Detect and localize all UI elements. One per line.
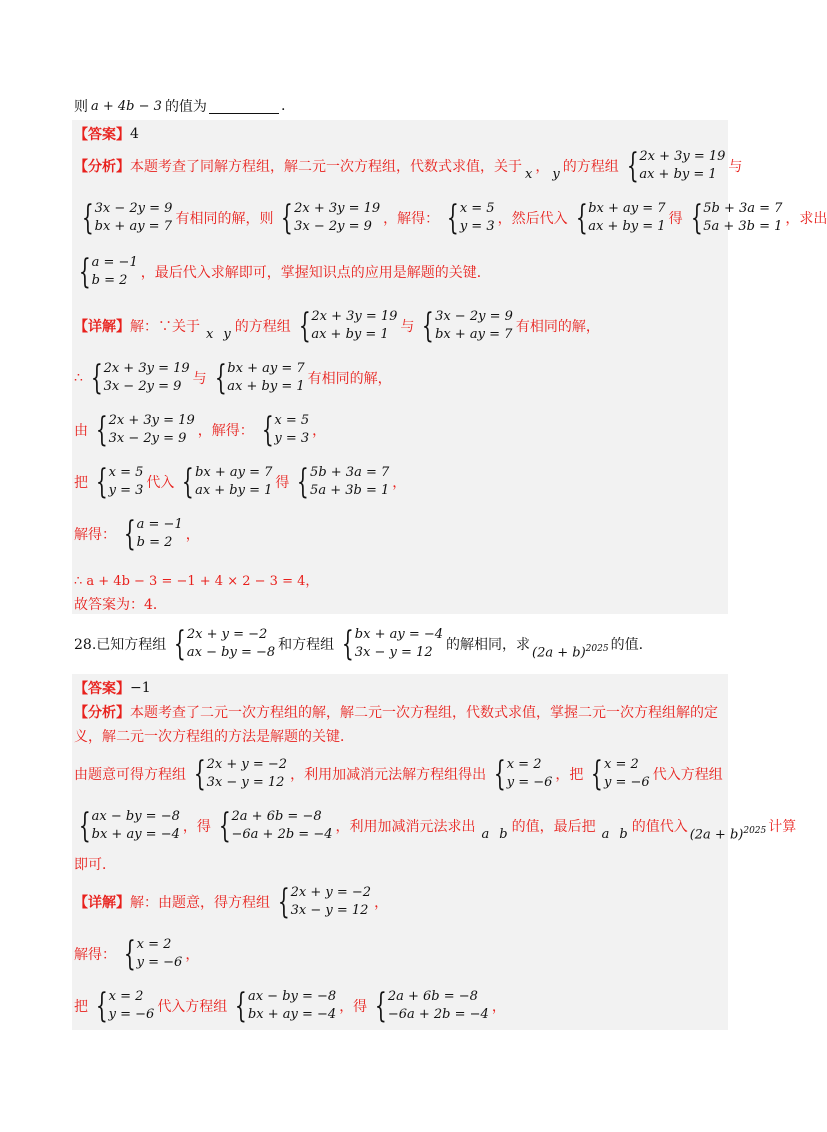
equation-stack [507, 756, 553, 792]
equation: 5a + 3b = 1 [310, 483, 390, 498]
brace-symbol: { [261, 410, 274, 450]
text: ，然后代入 [497, 211, 568, 227]
brace-symbol: { [493, 754, 506, 794]
detail-line-28-1 [74, 884, 388, 920]
text: ，利用加减消元法求出 [335, 819, 476, 835]
brace-symbol: { [95, 986, 108, 1026]
analysis-tag: 【分析】 [74, 705, 130, 721]
equation-system [273, 884, 371, 920]
equation-stack [311, 308, 397, 344]
equation-stack [137, 516, 183, 552]
equation: 3x − 2y = 9 [435, 309, 513, 324]
equation: y = −6 [604, 775, 650, 790]
equation-system [417, 308, 512, 344]
text: 代入方程组 [157, 999, 228, 1015]
equation: 2x + 3y = 19 [311, 309, 398, 324]
equation-system [210, 360, 305, 396]
answer-value: −1 [130, 680, 151, 696]
brace-symbol: { [277, 882, 290, 922]
equation: bx + ay = 7 [94, 219, 172, 234]
equation-system [370, 988, 489, 1024]
brace-symbol: { [447, 198, 459, 238]
text: 把 [74, 999, 88, 1015]
answer-tag: 【答案】 [74, 681, 130, 697]
analysis-tag: 【分析】 [74, 159, 130, 175]
brace-symbol: { [422, 306, 435, 346]
equation: 2x + 3y = 19 [294, 201, 381, 216]
text: 的值代入 [631, 819, 688, 835]
equation: x = 2 [108, 989, 144, 1004]
equation-stack [232, 808, 333, 844]
text: 义，解二元一次方程组的方法是解题的关键． [74, 729, 354, 745]
question-text: 28.已知方程组 [74, 637, 167, 653]
equation: x = 2 [506, 757, 542, 772]
equation: ax + by = 1 [227, 379, 305, 394]
text: ， [312, 423, 327, 439]
text: ， [374, 895, 389, 911]
brace-symbol: { [690, 198, 703, 238]
text: ，得 [339, 999, 368, 1015]
analysis-line-28-2 [74, 726, 354, 746]
equation: 3x − 2y = 9 [103, 379, 182, 394]
equation-system [91, 412, 195, 448]
solution-system [489, 756, 552, 792]
equation: x = 5 [108, 465, 144, 480]
equation-system [337, 626, 443, 662]
brace-symbol: { [342, 624, 354, 664]
brace-symbol: { [297, 462, 310, 502]
question-28 [74, 626, 643, 662]
text: 有相同的解， [307, 371, 392, 387]
equation-system [686, 200, 783, 236]
text: ，最后代入求解即可，掌握知识点的应用是解题的关键． [140, 265, 491, 281]
brace-symbol: { [591, 754, 604, 794]
equation: −6a + 2b = −4 [231, 827, 333, 842]
brace-symbol: { [123, 934, 136, 974]
q27-tail-line [74, 96, 285, 116]
equation-stack [703, 200, 782, 236]
text: 则 [74, 99, 88, 115]
equation: ax + by = 1 [311, 327, 389, 342]
text: 解得： [74, 527, 116, 543]
text: ，得 [182, 819, 211, 835]
var-y: y [552, 166, 560, 182]
equation: ax + by = 1 [588, 219, 666, 234]
brace-symbol: { [281, 198, 294, 238]
equation-system [276, 200, 380, 236]
brace-symbol: { [182, 462, 195, 502]
equation: 5a + 3b = 1 [703, 219, 783, 234]
answer-tag: 【答案】 [74, 127, 130, 143]
analysis-line-28-4 [74, 808, 796, 844]
solution-system [119, 516, 183, 552]
brace-symbol: { [626, 146, 639, 186]
equation: 2x + 3y = 19 [103, 361, 190, 376]
text: 4． [144, 597, 167, 613]
brace-symbol: { [235, 986, 248, 1026]
var-b: b [499, 826, 508, 842]
equation-system [74, 808, 180, 844]
equation-system [169, 626, 275, 662]
equation-system [77, 200, 172, 236]
equation: x = 2 [604, 757, 639, 772]
var-x: x [525, 166, 533, 182]
solution-system [91, 464, 143, 500]
equation-system [214, 808, 333, 844]
detail-tag: 【详解】 [74, 895, 130, 911]
equation-stack [187, 626, 275, 662]
equation-stack [195, 464, 272, 500]
analysis-line-27-1 [74, 148, 742, 184]
solution-system [74, 254, 138, 290]
text: ，求出 [785, 211, 827, 227]
equation-system [294, 308, 398, 344]
equation-stack [294, 200, 380, 236]
text: ， [535, 159, 550, 175]
text: 的值. [610, 637, 644, 653]
text: 有相同的解，则 [175, 211, 274, 227]
text: 得 [668, 211, 683, 227]
power-expr [690, 826, 767, 842]
equation: a = −1 [136, 517, 183, 532]
equation: 2x + y = −2 [186, 627, 268, 642]
equation: 3x − 2y = 9 [94, 201, 173, 216]
equation: 2x + y = −2 [206, 757, 288, 772]
text: 故答案为： [74, 597, 144, 613]
text: 与 [400, 319, 415, 335]
brace-symbol: { [174, 624, 187, 664]
equation: 2x + 3y = 19 [108, 413, 195, 428]
equation: b = 2 [136, 535, 173, 550]
text: ， [392, 475, 407, 491]
equation: y = 3 [459, 219, 495, 234]
equation: 3x − y = 12 [354, 645, 433, 660]
solution-system [586, 756, 649, 792]
base-expr: (2a + b) [532, 645, 586, 661]
equation: ax + by = 1 [195, 483, 273, 498]
equation-stack [639, 148, 725, 184]
analysis-line-27-3 [74, 254, 491, 290]
equation: bx + ay = −4 [247, 1007, 337, 1022]
equation: ax − by = −8 [186, 645, 276, 660]
detail-line-27-6 [74, 570, 318, 589]
equation-stack [95, 200, 173, 236]
detail-line-28-3 [74, 988, 506, 1024]
solution-system [257, 412, 309, 448]
text: 的方程组 [562, 159, 619, 175]
text: 得 [275, 475, 290, 491]
equation-system [230, 988, 336, 1024]
brace-symbol: { [78, 806, 91, 846]
answer-line-27 [74, 124, 139, 144]
equation-stack [248, 988, 336, 1024]
answer-line-28 [74, 678, 151, 698]
equation-stack [355, 626, 443, 662]
text: 有相同的解， [515, 319, 600, 335]
answer-blank [209, 99, 279, 114]
text: ， [185, 947, 200, 963]
equation-system [622, 148, 726, 184]
equation-system [86, 360, 190, 396]
equation: 5b + 3a = 7 [310, 465, 390, 480]
brace-symbol: { [575, 198, 588, 238]
math-expr: a + 4b − 3 [91, 98, 162, 114]
brace-symbol: { [123, 514, 136, 554]
equation: 3x − y = 12 [290, 903, 369, 918]
brace-symbol: { [375, 986, 387, 1026]
equation-stack [291, 884, 371, 920]
brace-symbol: { [81, 198, 94, 238]
text: 由 [74, 423, 88, 439]
equation: y = −6 [108, 1007, 155, 1022]
equation-system [189, 756, 287, 792]
equation: 3x − y = 12 [206, 775, 285, 790]
equation: 2a + 6b = −8 [387, 989, 478, 1004]
equation: ax − by = −8 [247, 989, 337, 1004]
equation: y = −6 [506, 775, 553, 790]
equation: 2a + 6b = −8 [231, 809, 322, 824]
text: 与 [728, 159, 743, 175]
exponent: 2025 [743, 825, 767, 836]
equation-stack [104, 360, 190, 396]
equation: x = 2 [136, 937, 172, 952]
text: 代入 [146, 475, 175, 491]
equation: x = 5 [459, 201, 495, 216]
equation-system [571, 200, 666, 236]
var-y: y [223, 326, 231, 342]
solution-system [442, 200, 494, 236]
equation-stack [92, 808, 180, 844]
brace-symbol: { [78, 252, 91, 292]
text: 把 [74, 475, 88, 491]
text: 的值为 [164, 99, 207, 115]
equation-system [292, 464, 389, 500]
text: 和方程组 [278, 637, 335, 653]
detail-line-27-1 [74, 308, 600, 344]
equation-stack [310, 464, 389, 500]
text: 的值，最后把 [511, 819, 596, 835]
var-a: a [601, 826, 610, 842]
brace-symbol: { [193, 754, 206, 794]
equation: b = 2 [91, 273, 128, 288]
detail-line-27-5 [74, 516, 200, 552]
text: 与 [192, 371, 207, 387]
equation-stack [227, 360, 304, 396]
equation: 5b + 3a = 7 [703, 201, 783, 216]
equation: bx + ay = −4 [91, 827, 180, 842]
text: 的方程组 [234, 319, 291, 335]
text: ，利用加减消元法解方程组得出 [290, 767, 487, 783]
equation: a = −1 [91, 255, 138, 270]
detail-line-27-4 [74, 464, 406, 500]
brace-symbol: { [90, 358, 103, 398]
equation: 3x − 2y = 9 [294, 219, 372, 234]
brace-symbol: { [214, 358, 227, 398]
text: 即可． [74, 857, 116, 873]
brace-symbol: { [218, 806, 231, 846]
text: 本题考查了二元一次方程组的解，解二元一次方程组，代数式求值，掌握二元一次方程组解的定 [130, 705, 718, 721]
equation: y = −6 [136, 955, 183, 970]
text: ，把 [555, 767, 584, 783]
text: 本题考查了同解方程组，解二元一次方程组，代数式求值，关于 [130, 159, 522, 175]
var-a: a [481, 826, 490, 842]
equation: bx + ay = 7 [195, 465, 273, 480]
brace-symbol: { [95, 410, 108, 450]
equation: ax − by = −8 [91, 809, 180, 824]
exponent: 2025 [585, 643, 609, 654]
text: 的解相同，求 [446, 637, 531, 653]
equation-stack [109, 464, 144, 500]
equation: 2x + y = −2 [290, 885, 372, 900]
equation: bx + ay = 7 [227, 361, 305, 376]
equation: 2x + 3y = 19 [639, 149, 726, 164]
equation: bx + ay = −4 [354, 627, 444, 642]
text: . [280, 98, 286, 114]
text: ∴ [74, 370, 83, 386]
brace-symbol: { [298, 306, 311, 346]
equation-system [177, 464, 272, 500]
equation: y = 3 [108, 483, 144, 498]
text: 解：∵关于 [130, 319, 200, 335]
text: 解得： [74, 947, 116, 963]
equation-stack [274, 412, 309, 448]
analysis-line-28-1 [74, 702, 718, 722]
equation-stack [109, 412, 195, 448]
equation-stack [388, 988, 489, 1024]
brace-symbol: { [95, 462, 108, 502]
equation: ax + by = 1 [639, 167, 717, 182]
var-b: b [619, 826, 628, 842]
base-expr: (2a + b) [689, 827, 744, 843]
text: ，解得： [197, 423, 254, 439]
solution-system [119, 936, 182, 972]
equation: −6a + 2b = −4 [387, 1007, 489, 1022]
equation-stack [460, 200, 495, 236]
analysis-line-28-5 [74, 854, 116, 874]
text: ， [185, 527, 200, 543]
analysis-line-28-3 [74, 756, 723, 792]
solution-system [91, 988, 154, 1024]
detail-line-27-2 [74, 360, 392, 396]
equation-stack [588, 200, 665, 236]
text: 计算 [768, 819, 797, 835]
text: ， [491, 999, 506, 1015]
equation-stack [137, 936, 183, 972]
equation: y = 3 [274, 431, 310, 446]
equation-stack [604, 756, 650, 792]
var-x: x [206, 326, 214, 342]
equation: bx + ay = 7 [435, 327, 513, 342]
power-expr [532, 644, 609, 660]
text: ，解得： [383, 211, 440, 227]
text: 解：由题意，得方程组 [130, 895, 270, 911]
text: 由题意可得方程组 [74, 767, 186, 783]
detail-line-28-2 [74, 936, 199, 972]
equation-stack [207, 756, 287, 792]
equation: 3x − 2y = 9 [108, 431, 187, 446]
equation-stack [92, 254, 138, 290]
detail-line-27-3 [74, 412, 326, 448]
equation-stack [109, 988, 155, 1024]
detail-tag: 【详解】 [74, 319, 130, 335]
equation-stack [435, 308, 513, 344]
text: 代入方程组 [652, 767, 723, 783]
detail-line-27-7 [74, 594, 167, 614]
analysis-line-27-2 [74, 200, 827, 236]
equation: bx + ay = 7 [588, 201, 666, 216]
math-expr: ∴ a + 4b − 3 = −1 + 4 × 2 − 3 = 4， [74, 574, 319, 589]
answer-value: 4 [130, 126, 139, 142]
equation: x = 5 [274, 413, 310, 428]
